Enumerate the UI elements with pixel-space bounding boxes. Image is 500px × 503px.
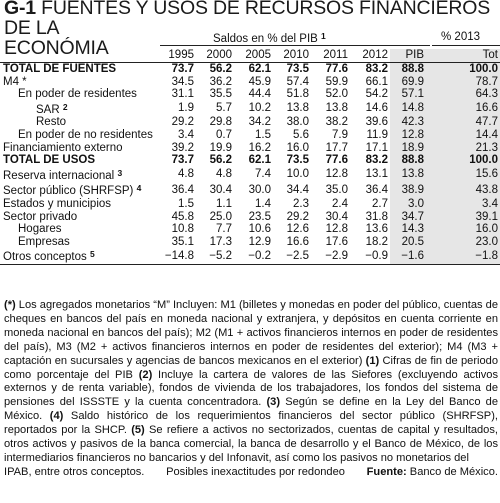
rounding-note: Posibles inexactitudes por redondeo: [166, 465, 345, 478]
title-line-2: ECONÓMIA: [4, 37, 109, 59]
table-row: [0, 154, 500, 167]
table-cell: 7.9: [332, 128, 348, 141]
header-group-saldos: [213, 31, 326, 45]
column-header: Tot: [432, 49, 500, 63]
row-label: [0, 167, 158, 183]
table-cell: 51.8: [286, 88, 309, 101]
table-cell: 5.6: [293, 128, 309, 141]
table-cell: 12.8: [390, 129, 432, 142]
table-cell: 73.5: [286, 154, 309, 167]
table-cell: 38.0: [286, 116, 309, 129]
header-group-pct-rule: [432, 45, 500, 46]
row-label-text: Empresas: [18, 235, 70, 248]
table-cell: −0.9: [350, 248, 390, 264]
table-cell: 73.7: [158, 63, 196, 76]
table-cell: 7.4: [255, 168, 271, 181]
table-cell: 30.4: [325, 210, 348, 223]
table-cell: 7.7: [216, 223, 232, 236]
table-cell: 16.2: [248, 141, 271, 154]
table-cell: 88.8: [390, 154, 432, 167]
table-cell: −2.9: [311, 248, 350, 264]
row-label: [0, 129, 158, 142]
column-header: 2010: [283, 49, 309, 61]
header-group-saldos-note: 1: [321, 31, 326, 41]
table-cell: 16.6: [432, 101, 500, 117]
table-cell: 77.6: [311, 63, 350, 76]
table-cell: 14.3: [390, 223, 432, 236]
table-cell: 2.3: [293, 197, 309, 210]
table-cell: 1.1: [216, 197, 232, 210]
table-cell: 38.9: [390, 182, 432, 198]
row-label-note: 5: [89, 249, 95, 260]
table-cell: 83.2: [365, 154, 388, 167]
table-cell: 57.1: [390, 88, 432, 101]
table-cell: 1.9: [178, 102, 194, 115]
column-header: 2012: [362, 49, 388, 61]
table-cell: 13.8: [286, 102, 309, 115]
row-label-text: Sector público (SHRFSP): [3, 185, 134, 198]
table-cell: −1.6: [390, 248, 432, 264]
table-cell: 16.0: [286, 141, 309, 154]
title-line-1: FUENTES Y USOS DE RECURSOS FINANCIEROS DE LA: [4, 0, 491, 39]
row-label-note: 4: [136, 183, 142, 194]
table-cell: 12.8: [325, 223, 348, 236]
table-cell: 3.0: [390, 198, 432, 211]
row-label-text: Otros conceptos: [3, 251, 87, 264]
table-cell: 34.5: [171, 75, 194, 88]
row-label: [0, 101, 158, 117]
row-label-text: Reserva internacional: [3, 169, 115, 182]
table-cell: 66.1: [365, 75, 388, 88]
table-cell: 78.7: [432, 76, 500, 89]
table-cell: 16.6: [286, 235, 309, 248]
row-label: [0, 182, 158, 198]
footnotes-body: [4, 299, 498, 466]
table-cell: 88.8: [390, 63, 432, 76]
table-cell: 38.2: [325, 116, 348, 129]
table-cell: 100.0: [432, 154, 500, 167]
table-cell: 29.2: [171, 116, 194, 129]
table-cell: 35.0: [325, 183, 348, 196]
row-label: [0, 154, 158, 167]
table-cell: 11.9: [366, 128, 388, 141]
row-label: [0, 88, 158, 101]
table-cell: 12.9: [248, 235, 271, 248]
table-cell: 57.4: [286, 75, 309, 88]
column-header: 1995: [168, 49, 194, 61]
row-label-text: SAR: [36, 103, 60, 116]
data-table: [0, 49, 500, 265]
header-group-pct-label: % 2013: [441, 31, 481, 43]
table-cell: 21.3: [432, 142, 500, 155]
table-row: [0, 129, 500, 142]
table-cell: 100.0: [432, 63, 500, 76]
row-label-text: En poder de residentes: [18, 88, 137, 101]
footnote-4-text: Saldo histórico de los requerimientos financieros del sector público (SHRFSP), reportados por la SHCP.: [4, 410, 498, 437]
table-cell: 29.8: [209, 116, 232, 129]
row-label-text: Sector privado: [3, 210, 78, 223]
row-label-text: TOTAL DE FUENTES: [3, 63, 117, 75]
table-cell: 39.1: [432, 211, 500, 224]
column-header: PIB: [390, 49, 432, 63]
table-row: [0, 142, 500, 155]
table-cell: −5.2: [196, 248, 234, 264]
header-spacer: [0, 49, 158, 63]
row-label-text: Resto: [36, 116, 67, 129]
footnote-5-end: IPAB, entre otros conceptos.: [4, 465, 145, 478]
table-row: [0, 211, 500, 224]
row-label: [0, 142, 158, 155]
table-cell: 69.9: [390, 76, 432, 89]
header-group-saldos-label: Saldos en % del PIB: [213, 33, 318, 45]
table-cell: 59.9: [325, 75, 348, 88]
table-cell: 62.1: [234, 63, 273, 76]
row-label: [0, 223, 158, 236]
row-label-text: M4 *: [3, 75, 27, 88]
footnote-2-mark: (2): [138, 368, 153, 381]
row-label-note: 2: [62, 101, 68, 112]
table-row: [0, 223, 500, 236]
table-cell: 14.4: [432, 129, 500, 142]
table-cell: 34.2: [248, 116, 271, 129]
table-cell: 3.4: [178, 128, 194, 141]
table-cell: 64.3: [432, 88, 500, 101]
table-row: [0, 167, 500, 183]
row-label: [0, 116, 158, 129]
row-label-text: Financiamiento externo: [3, 141, 123, 154]
table-cell: 10.8: [171, 223, 194, 236]
footnote-star-text: Los agregados monetarios “M” Incluyen: M1 (billetes y monedas en poder del público, cuentas de cheques en bancos del país en moneda nacional y extranjera, y depósitos en cuenta corriente en moneda nacional en bancos del país); M2 (M1 + activos financieros internos en poder de residentes del país), M3 (M2 + activos financieros internos en poder de residentes del exterior); M4 (M3 + captación en sucursales y agencias de bancos mexicanos en el exterior): [4, 299, 498, 367]
footnote-5-text: Se refiere a activos no sectorizados, cuentas de capital y resultados, otros activos y pasivos de la banca comercial, la banca de desarrollo y el Banco de México, de los intermediarios financieros no bancarios y del Infonavit, así como los pasivos no monetarios del: [4, 424, 498, 464]
table-cell: 23.0: [432, 236, 500, 249]
table-cell: 4.8: [216, 168, 232, 181]
table-cell: 31.1: [171, 88, 194, 101]
table-cell: −0.2: [234, 248, 273, 264]
table-cell: 44.4: [248, 88, 271, 101]
row-label: [0, 236, 158, 249]
row-label: [0, 63, 158, 76]
table-cell: 17.7: [325, 141, 348, 154]
table-cell: 18.9: [390, 142, 432, 155]
table-cell: 2.4: [332, 197, 348, 210]
table-cell: 17.1: [365, 141, 388, 154]
table-cell: 4.8: [178, 168, 194, 181]
column-header: 2005: [245, 49, 271, 61]
table-cell: 1.5: [255, 128, 271, 141]
table-cell: 56.2: [209, 154, 232, 167]
table-row: [0, 198, 500, 211]
source-label: Fuente:: [366, 465, 407, 478]
header-row: [0, 49, 500, 63]
source-note: [367, 466, 498, 480]
table-cell: 39.6: [365, 116, 388, 129]
table-cell: 10.6: [248, 223, 271, 236]
table-cell: 73.7: [171, 154, 194, 167]
footnote-star-mark: (*): [4, 299, 16, 311]
row-label: [0, 248, 158, 264]
table-cell: 35.1: [171, 235, 194, 248]
table-cell: 36.2: [209, 75, 232, 88]
table-cell: 12.8: [325, 168, 348, 181]
header-group-pct: [441, 31, 480, 43]
table-cell: 52.0: [325, 88, 348, 101]
row-label: [0, 76, 158, 89]
table-cell: 47.7: [432, 116, 500, 129]
table-cell: 19.9: [209, 141, 232, 154]
footnote-3-text: Según se define en la Ley del Banco de México.: [4, 396, 498, 423]
footnote-2-text: Incluye la cartera de valores de las Siefores (excluyendo activos externos y de renta variable), fondos de vivienda de los trabajadores, los fondos del sistema de pensiones del ISSSTE y la cuenta concentradora.: [4, 368, 498, 409]
table-cell: 12.6: [286, 223, 309, 236]
table-cell: 34.4: [286, 183, 309, 196]
table-cell: 42.3: [390, 116, 432, 129]
footnote-3-mark: (3): [266, 396, 281, 409]
row-label-note: 3: [117, 167, 123, 178]
table-cell: 16.0: [432, 223, 500, 236]
table-cell: 56.2: [196, 63, 234, 76]
table-cell: 5.7: [216, 102, 232, 115]
table-cell: 17.3: [209, 235, 232, 248]
column-header: 2011: [323, 49, 348, 61]
table-row: [0, 101, 500, 117]
table-row: [0, 236, 500, 249]
table-cell: 23.5: [248, 210, 271, 223]
table-cell: 45.9: [248, 75, 271, 88]
table-cell: 29.2: [286, 210, 309, 223]
table-cell: 17.6: [325, 235, 348, 248]
table-cell: 13.6: [365, 223, 388, 236]
table-cell: 36.4: [365, 183, 388, 196]
table-cell: 83.2: [350, 63, 390, 76]
table-cell: 25.0: [209, 210, 232, 223]
table-cell: −14.8: [158, 248, 196, 264]
table-row: [0, 88, 500, 101]
table-cell: 45.8: [171, 210, 194, 223]
table-cell: 3.4: [432, 198, 500, 211]
table-cell: 36.4: [171, 183, 194, 196]
table-cell: 18.2: [365, 235, 388, 248]
table-cell: 14.6: [365, 102, 388, 115]
table-cell: 0.7: [216, 128, 232, 141]
table-row: [0, 63, 500, 76]
footnotes-last-line: [4, 466, 498, 480]
header-group-saldos-rule: [160, 45, 430, 46]
table-cell: 31.8: [365, 210, 388, 223]
column-header: 2000: [206, 49, 232, 61]
table-cell: 77.6: [325, 154, 348, 167]
table-cell: 13.1: [365, 168, 388, 181]
row-label-text: En poder de no residentes: [18, 128, 153, 141]
table-cell: 62.1: [248, 154, 271, 167]
table-cell: 34.7: [390, 211, 432, 224]
table-cell: 1.4: [255, 197, 271, 210]
table-cell: −2.5: [273, 248, 311, 264]
table-row: [0, 76, 500, 89]
table-cell: 35.5: [209, 88, 232, 101]
table-cell: 43.8: [432, 182, 500, 198]
table-cell: 13.8: [325, 102, 348, 115]
footnote-1-mark: (1): [365, 354, 380, 367]
table-row: [0, 116, 500, 129]
table-cell: −1.8: [432, 248, 500, 264]
table-cell: 15.6: [432, 167, 500, 183]
row-label-text: Hogares: [18, 223, 62, 236]
footnote-5-mark: (5): [131, 424, 145, 437]
table-cell: 10.0: [286, 168, 309, 181]
table-cell: 1.5: [178, 197, 194, 210]
table-row: [0, 182, 500, 198]
footnote-4-mark: (4): [49, 410, 64, 423]
row-label-text: TOTAL DE USOS: [3, 154, 96, 167]
table-cell: 54.2: [365, 88, 388, 101]
table-cell: 30.4: [209, 183, 232, 196]
table-cell: 14.8: [390, 101, 432, 117]
table-cell: 13.8: [390, 167, 432, 183]
table-row: [0, 248, 500, 264]
title-code: G-1: [4, 0, 36, 19]
table-cell: 39.2: [171, 141, 194, 154]
row-label: [0, 198, 158, 211]
row-label-text: Estados y municipios: [3, 197, 112, 210]
table-cell: 10.2: [248, 102, 271, 115]
row-label: [0, 211, 158, 224]
footnote-1-text: Cifras de fin de periodo como porcentaje del PIB: [4, 354, 498, 381]
footnotes: [4, 299, 498, 480]
table-cell: 73.5: [273, 63, 311, 76]
table-cell: 20.5: [390, 236, 432, 249]
source-text: Banco de México.: [406, 465, 498, 478]
table-cell: 2.7: [372, 197, 388, 210]
table-body: [0, 63, 500, 265]
table-cell: 30.0: [248, 183, 271, 196]
